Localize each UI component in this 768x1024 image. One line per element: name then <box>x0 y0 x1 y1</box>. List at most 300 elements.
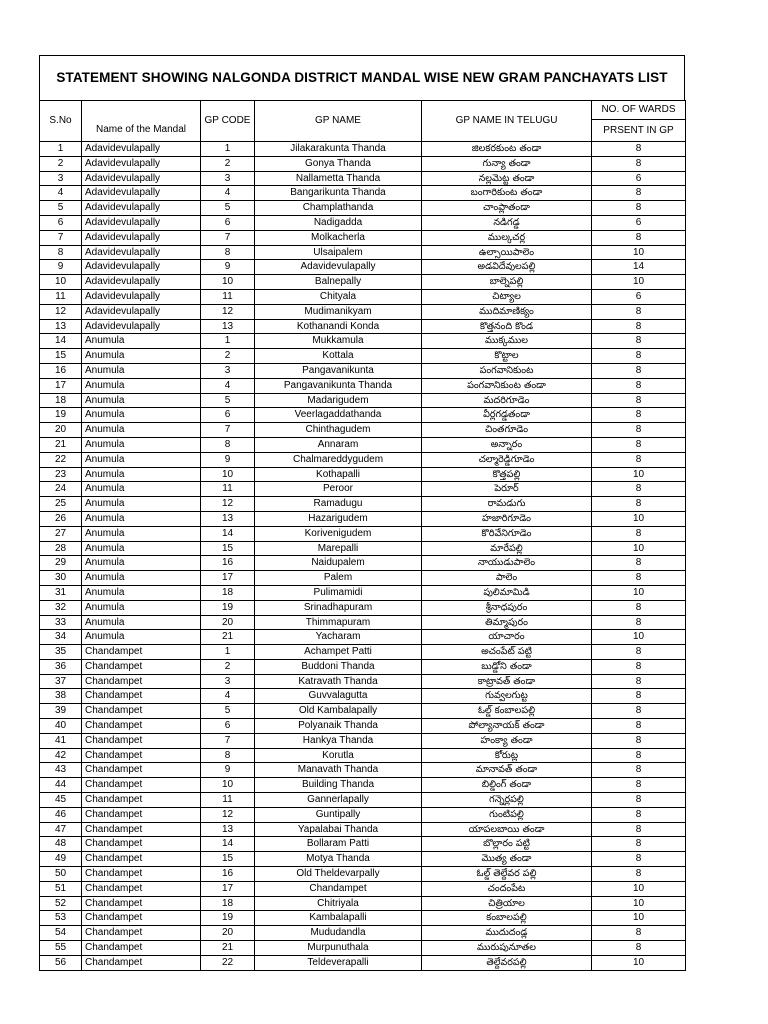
cell-gp-name: Chalmareddygudem <box>255 452 422 467</box>
cell-mandal: Chandampet <box>82 793 201 808</box>
cell-mandal: Adavidevulapally <box>82 289 201 304</box>
cell-gp-name: Hankya Thanda <box>255 733 422 748</box>
cell-gp-telugu: ముల్కచర్ల <box>422 230 592 245</box>
cell-gp-code: 7 <box>201 423 255 438</box>
cell-gp-name: Yapalabai Thanda <box>255 822 422 837</box>
cell-mandal: Adavidevulapally <box>82 201 201 216</box>
cell-wards: 8 <box>592 719 686 734</box>
cell-gp-telugu: చందంపేట <box>422 881 592 896</box>
cell-gp-name: Guvvalagutta <box>255 689 422 704</box>
cell-wards: 8 <box>592 733 686 748</box>
cell-gp-code: 6 <box>201 215 255 230</box>
header-gp-name: GP NAME <box>255 101 422 142</box>
table-row <box>40 600 686 615</box>
cell-mandal: Anumula <box>82 571 201 586</box>
cell-sno: 4 <box>40 186 82 201</box>
table-row <box>40 171 686 186</box>
table-row <box>40 630 686 645</box>
cell-sno: 55 <box>40 941 82 956</box>
cell-gp-code: 10 <box>201 778 255 793</box>
table-row <box>40 645 686 660</box>
cell-gp-code: 5 <box>201 201 255 216</box>
cell-wards: 8 <box>592 674 686 689</box>
cell-sno: 28 <box>40 541 82 556</box>
cell-wards: 8 <box>592 526 686 541</box>
header-sno: S.No <box>40 101 82 142</box>
cell-wards: 8 <box>592 201 686 216</box>
cell-mandal: Adavidevulapally <box>82 156 201 171</box>
cell-sno: 32 <box>40 600 82 615</box>
cell-gp-telugu: నాయుడుపాలెం <box>422 556 592 571</box>
table-row <box>40 704 686 719</box>
cell-gp-name: Marepalli <box>255 541 422 556</box>
cell-sno: 14 <box>40 334 82 349</box>
cell-gp-name: Ulsaipalem <box>255 245 422 260</box>
cell-sno: 22 <box>40 452 82 467</box>
cell-sno: 49 <box>40 852 82 867</box>
cell-gp-telugu: కొట్టాల <box>422 349 592 364</box>
cell-gp-telugu: గున్యా తండా <box>422 156 592 171</box>
cell-gp-name: Gonya Thanda <box>255 156 422 171</box>
cell-wards: 6 <box>592 171 686 186</box>
cell-gp-telugu: మురుపునూతల <box>422 941 592 956</box>
cell-gp-telugu: గువ్వలగుట్ట <box>422 689 592 704</box>
cell-gp-telugu: పాలెం <box>422 571 592 586</box>
table-row <box>40 334 686 349</box>
cell-gp-code: 12 <box>201 304 255 319</box>
table-row <box>40 837 686 852</box>
table-row <box>40 408 686 423</box>
table-row <box>40 349 686 364</box>
cell-wards: 8 <box>592 304 686 319</box>
cell-sno: 51 <box>40 881 82 896</box>
table-body <box>40 142 686 971</box>
cell-gp-telugu: తెల్దేవరపల్లి <box>422 955 592 970</box>
cell-gp-name: Adavidevulapally <box>255 260 422 275</box>
cell-gp-telugu: మారేపల్లి <box>422 541 592 556</box>
cell-gp-name: Nadigadda <box>255 215 422 230</box>
cell-sno: 29 <box>40 556 82 571</box>
cell-sno: 13 <box>40 319 82 334</box>
cell-sno: 35 <box>40 645 82 660</box>
cell-sno: 53 <box>40 911 82 926</box>
table-row <box>40 541 686 556</box>
cell-mandal: Chandampet <box>82 674 201 689</box>
header-wards-bottom: PRSENT IN GP <box>592 120 686 142</box>
cell-gp-name: Chinthagudem <box>255 423 422 438</box>
cell-gp-code: 5 <box>201 393 255 408</box>
cell-sno: 44 <box>40 778 82 793</box>
cell-wards: 8 <box>592 600 686 615</box>
cell-gp-name: Gannerlapally <box>255 793 422 808</box>
cell-gp-telugu: ఓల్డ్ కంబాలపల్లి <box>422 704 592 719</box>
table-row <box>40 941 686 956</box>
table-row <box>40 556 686 571</box>
cell-sno: 18 <box>40 393 82 408</box>
cell-wards: 8 <box>592 689 686 704</box>
cell-mandal: Anumula <box>82 467 201 482</box>
cell-wards: 8 <box>592 793 686 808</box>
cell-mandal: Adavidevulapally <box>82 260 201 275</box>
cell-sno: 11 <box>40 289 82 304</box>
cell-sno: 1 <box>40 142 82 157</box>
cell-gp-telugu: పులిమామిడి <box>422 585 592 600</box>
cell-sno: 45 <box>40 793 82 808</box>
cell-gp-name: Hazarigudem <box>255 511 422 526</box>
cell-sno: 17 <box>40 378 82 393</box>
cell-gp-code: 6 <box>201 719 255 734</box>
cell-wards: 6 <box>592 215 686 230</box>
cell-gp-name: Palem <box>255 571 422 586</box>
cell-wards: 10 <box>592 541 686 556</box>
cell-gp-code: 13 <box>201 822 255 837</box>
cell-mandal: Chandampet <box>82 926 201 941</box>
cell-wards: 8 <box>592 452 686 467</box>
cell-gp-name: Mududandla <box>255 926 422 941</box>
table-row <box>40 689 686 704</box>
cell-wards: 8 <box>592 156 686 171</box>
cell-gp-name: Old Theldevarpally <box>255 867 422 882</box>
table-row <box>40 585 686 600</box>
table-row <box>40 142 686 157</box>
cell-wards: 8 <box>592 778 686 793</box>
cell-wards: 6 <box>592 289 686 304</box>
cell-gp-code: 19 <box>201 600 255 615</box>
cell-gp-telugu: కొత్తపల్లి <box>422 467 592 482</box>
cell-sno: 34 <box>40 630 82 645</box>
table-row <box>40 571 686 586</box>
cell-mandal: Chandampet <box>82 941 201 956</box>
cell-sno: 39 <box>40 704 82 719</box>
cell-wards: 8 <box>592 142 686 157</box>
cell-gp-telugu: చిత్రియాల <box>422 896 592 911</box>
cell-gp-telugu: మొత్య తండా <box>422 852 592 867</box>
cell-gp-telugu: ముక్కముల <box>422 334 592 349</box>
table-row <box>40 467 686 482</box>
cell-gp-name: Katravath Thanda <box>255 674 422 689</box>
cell-gp-telugu: బొల్లారం పట్టి <box>422 837 592 852</box>
table-row <box>40 719 686 734</box>
document-sheet <box>39 55 685 971</box>
cell-wards: 8 <box>592 837 686 852</box>
cell-gp-code: 9 <box>201 763 255 778</box>
cell-sno: 23 <box>40 467 82 482</box>
cell-mandal: Anumula <box>82 482 201 497</box>
cell-wards: 8 <box>592 393 686 408</box>
cell-mandal: Anumula <box>82 497 201 512</box>
cell-gp-code: 3 <box>201 171 255 186</box>
cell-gp-telugu: ముదుదండ్ల <box>422 926 592 941</box>
table-row <box>40 674 686 689</box>
table-row <box>40 955 686 970</box>
cell-mandal: Chandampet <box>82 896 201 911</box>
cell-gp-name: Veerlagaddathanda <box>255 408 422 423</box>
cell-wards: 8 <box>592 437 686 452</box>
table-row <box>40 304 686 319</box>
cell-mandal: Chandampet <box>82 748 201 763</box>
cell-gp-name: Murpunuthala <box>255 941 422 956</box>
cell-gp-telugu: ఉల్సాయిపాలెం <box>422 245 592 260</box>
cell-gp-name: Kothapalli <box>255 467 422 482</box>
cell-gp-code: 17 <box>201 571 255 586</box>
cell-gp-code: 2 <box>201 156 255 171</box>
cell-wards: 8 <box>592 748 686 763</box>
cell-sno: 33 <box>40 615 82 630</box>
cell-gp-telugu: పంగవానికుంట <box>422 363 592 378</box>
cell-gp-telugu: బిల్డింగ్ తండా <box>422 778 592 793</box>
cell-wards: 10 <box>592 896 686 911</box>
cell-mandal: Adavidevulapally <box>82 304 201 319</box>
cell-wards: 8 <box>592 319 686 334</box>
cell-mandal: Chandampet <box>82 911 201 926</box>
table-row <box>40 659 686 674</box>
table-row <box>40 289 686 304</box>
cell-sno: 24 <box>40 482 82 497</box>
cell-gp-telugu: హంక్యా తండా <box>422 733 592 748</box>
cell-gp-telugu: మదరిగూడెం <box>422 393 592 408</box>
cell-gp-name: Mukkamula <box>255 334 422 349</box>
cell-gp-name: Building Thanda <box>255 778 422 793</box>
cell-gp-code: 17 <box>201 881 255 896</box>
table-row <box>40 778 686 793</box>
cell-sno: 7 <box>40 230 82 245</box>
table-row <box>40 852 686 867</box>
cell-mandal: Adavidevulapally <box>82 142 201 157</box>
table-row <box>40 881 686 896</box>
cell-wards: 8 <box>592 186 686 201</box>
cell-mandal: Chandampet <box>82 689 201 704</box>
cell-wards: 8 <box>592 659 686 674</box>
cell-gp-name: Chandampet <box>255 881 422 896</box>
cell-gp-name: Old Kambalapally <box>255 704 422 719</box>
cell-mandal: Chandampet <box>82 881 201 896</box>
cell-sno: 15 <box>40 349 82 364</box>
cell-gp-name: Polyanaik Thanda <box>255 719 422 734</box>
cell-gp-name: Guntipally <box>255 807 422 822</box>
table-row <box>40 423 686 438</box>
cell-gp-telugu: వీర్లగడ్డతండా <box>422 408 592 423</box>
cell-gp-telugu: నడిగడ్డ <box>422 215 592 230</box>
cell-gp-telugu: పెరూర్ <box>422 482 592 497</box>
cell-mandal: Anumula <box>82 615 201 630</box>
cell-gp-telugu: గుంటిపల్లి <box>422 807 592 822</box>
cell-gp-telugu: చిట్యాల <box>422 289 592 304</box>
table-row <box>40 378 686 393</box>
cell-wards: 8 <box>592 645 686 660</box>
cell-gp-code: 4 <box>201 186 255 201</box>
cell-gp-code: 2 <box>201 349 255 364</box>
gram-panchayat-table <box>39 100 686 971</box>
cell-gp-name: Motya Thanda <box>255 852 422 867</box>
cell-gp-code: 15 <box>201 541 255 556</box>
cell-sno: 43 <box>40 763 82 778</box>
cell-mandal: Chandampet <box>82 955 201 970</box>
table-row <box>40 748 686 763</box>
cell-sno: 2 <box>40 156 82 171</box>
cell-sno: 54 <box>40 926 82 941</box>
table-row <box>40 867 686 882</box>
table-row <box>40 201 686 216</box>
cell-gp-code: 11 <box>201 289 255 304</box>
cell-gp-name: Madarigudem <box>255 393 422 408</box>
cell-gp-code: 11 <box>201 793 255 808</box>
cell-sno: 40 <box>40 719 82 734</box>
cell-wards: 8 <box>592 349 686 364</box>
cell-gp-code: 7 <box>201 733 255 748</box>
cell-wards: 8 <box>592 482 686 497</box>
cell-gp-code: 19 <box>201 911 255 926</box>
cell-sno: 27 <box>40 526 82 541</box>
cell-wards: 10 <box>592 881 686 896</box>
cell-gp-code: 10 <box>201 275 255 290</box>
cell-sno: 26 <box>40 511 82 526</box>
cell-mandal: Anumula <box>82 408 201 423</box>
table-row <box>40 733 686 748</box>
cell-mandal: Chandampet <box>82 837 201 852</box>
cell-gp-telugu: ఓల్డ్ తెల్దేవర పల్లి <box>422 867 592 882</box>
table-row <box>40 482 686 497</box>
header-mandal: Name of the Mandal <box>82 101 201 142</box>
cell-gp-name: Pangavanikunta <box>255 363 422 378</box>
cell-mandal: Anumula <box>82 600 201 615</box>
cell-gp-name: Molkacherla <box>255 230 422 245</box>
table-row <box>40 230 686 245</box>
cell-wards: 8 <box>592 704 686 719</box>
cell-gp-telugu: పంగవానికుంట తండా <box>422 378 592 393</box>
cell-sno: 12 <box>40 304 82 319</box>
cell-gp-telugu: బంగారికుంట తండా <box>422 186 592 201</box>
cell-mandal: Anumula <box>82 452 201 467</box>
cell-mandal: Anumula <box>82 585 201 600</box>
cell-gp-code: 9 <box>201 260 255 275</box>
cell-wards: 8 <box>592 571 686 586</box>
cell-sno: 31 <box>40 585 82 600</box>
cell-gp-telugu: గన్నెర్లపల్లి <box>422 793 592 808</box>
cell-sno: 30 <box>40 571 82 586</box>
header-gp-telugu: GP NAME IN TELUGU <box>422 101 592 142</box>
cell-gp-name: Pulimamidi <box>255 585 422 600</box>
cell-gp-code: 1 <box>201 334 255 349</box>
cell-mandal: Chandampet <box>82 733 201 748</box>
cell-gp-code: 22 <box>201 955 255 970</box>
cell-mandal: Anumula <box>82 437 201 452</box>
cell-gp-telugu: కొరివేనిగూడెం <box>422 526 592 541</box>
cell-mandal: Anumula <box>82 363 201 378</box>
cell-gp-code: 5 <box>201 704 255 719</box>
cell-gp-name: Champlathanda <box>255 201 422 216</box>
cell-gp-code: 1 <box>201 142 255 157</box>
cell-mandal: Anumula <box>82 630 201 645</box>
cell-gp-code: 8 <box>201 748 255 763</box>
cell-gp-code: 6 <box>201 408 255 423</box>
cell-mandal: Adavidevulapally <box>82 245 201 260</box>
cell-gp-code: 3 <box>201 363 255 378</box>
cell-gp-name: Annaram <box>255 437 422 452</box>
table-row <box>40 452 686 467</box>
cell-gp-telugu: కంబాలపల్లి <box>422 911 592 926</box>
cell-gp-telugu: హజారిగూడెం <box>422 511 592 526</box>
cell-gp-code: 13 <box>201 511 255 526</box>
table-row <box>40 911 686 926</box>
cell-gp-name: Manavath Thanda <box>255 763 422 778</box>
cell-wards: 8 <box>592 334 686 349</box>
cell-sno: 52 <box>40 896 82 911</box>
cell-wards: 10 <box>592 275 686 290</box>
cell-gp-name: Jilakarakunta Thanda <box>255 142 422 157</box>
cell-mandal: Anumula <box>82 423 201 438</box>
cell-sno: 9 <box>40 260 82 275</box>
table-row <box>40 437 686 452</box>
cell-gp-code: 11 <box>201 482 255 497</box>
cell-gp-telugu: కాట్రావత్ తండా <box>422 674 592 689</box>
cell-gp-code: 9 <box>201 452 255 467</box>
header-gp-code: GP CODE <box>201 101 255 142</box>
cell-gp-name: Kambalapalli <box>255 911 422 926</box>
cell-gp-code: 21 <box>201 941 255 956</box>
cell-wards: 8 <box>592 363 686 378</box>
cell-gp-name: Chitriyala <box>255 896 422 911</box>
document-title: STATEMENT SHOWING NALGONDA DISTRICT MANDAL WISE NEW GRAM PANCHAYATS LIST <box>56 70 668 85</box>
cell-mandal: Chandampet <box>82 822 201 837</box>
cell-gp-code: 12 <box>201 807 255 822</box>
table-row <box>40 926 686 941</box>
cell-gp-code: 1 <box>201 645 255 660</box>
cell-gp-name: Chityala <box>255 289 422 304</box>
cell-wards: 10 <box>592 467 686 482</box>
cell-mandal: Chandampet <box>82 719 201 734</box>
cell-sno: 20 <box>40 423 82 438</box>
cell-gp-code: 20 <box>201 926 255 941</box>
cell-mandal: Adavidevulapally <box>82 186 201 201</box>
header-wards-top: NO. OF WARDS <box>592 101 686 120</box>
cell-gp-telugu: మానావత్ తండా <box>422 763 592 778</box>
cell-gp-telugu: కోరుట్ల <box>422 748 592 763</box>
cell-mandal: Chandampet <box>82 645 201 660</box>
cell-wards: 8 <box>592 763 686 778</box>
table-row <box>40 393 686 408</box>
cell-sno: 21 <box>40 437 82 452</box>
cell-sno: 36 <box>40 659 82 674</box>
cell-sno: 41 <box>40 733 82 748</box>
cell-mandal: Chandampet <box>82 867 201 882</box>
cell-wards: 8 <box>592 556 686 571</box>
cell-gp-name: Kothanandi Konda <box>255 319 422 334</box>
cell-wards: 10 <box>592 630 686 645</box>
cell-gp-telugu: చాంప్లాతండా <box>422 201 592 216</box>
cell-sno: 37 <box>40 674 82 689</box>
cell-gp-code: 12 <box>201 497 255 512</box>
table-row <box>40 615 686 630</box>
cell-mandal: Chandampet <box>82 763 201 778</box>
cell-wards: 8 <box>592 423 686 438</box>
cell-mandal: Anumula <box>82 378 201 393</box>
table-row <box>40 511 686 526</box>
cell-gp-telugu: శ్రీనాధపురం <box>422 600 592 615</box>
cell-gp-code: 7 <box>201 230 255 245</box>
cell-wards: 8 <box>592 926 686 941</box>
cell-gp-name: Yacharam <box>255 630 422 645</box>
cell-gp-name: Kottala <box>255 349 422 364</box>
cell-sno: 38 <box>40 689 82 704</box>
table-row <box>40 822 686 837</box>
cell-wards: 8 <box>592 807 686 822</box>
cell-gp-telugu: రామడుగు <box>422 497 592 512</box>
cell-gp-name: Balnepally <box>255 275 422 290</box>
cell-wards: 8 <box>592 852 686 867</box>
table-row <box>40 245 686 260</box>
table-row <box>40 260 686 275</box>
cell-gp-code: 10 <box>201 467 255 482</box>
